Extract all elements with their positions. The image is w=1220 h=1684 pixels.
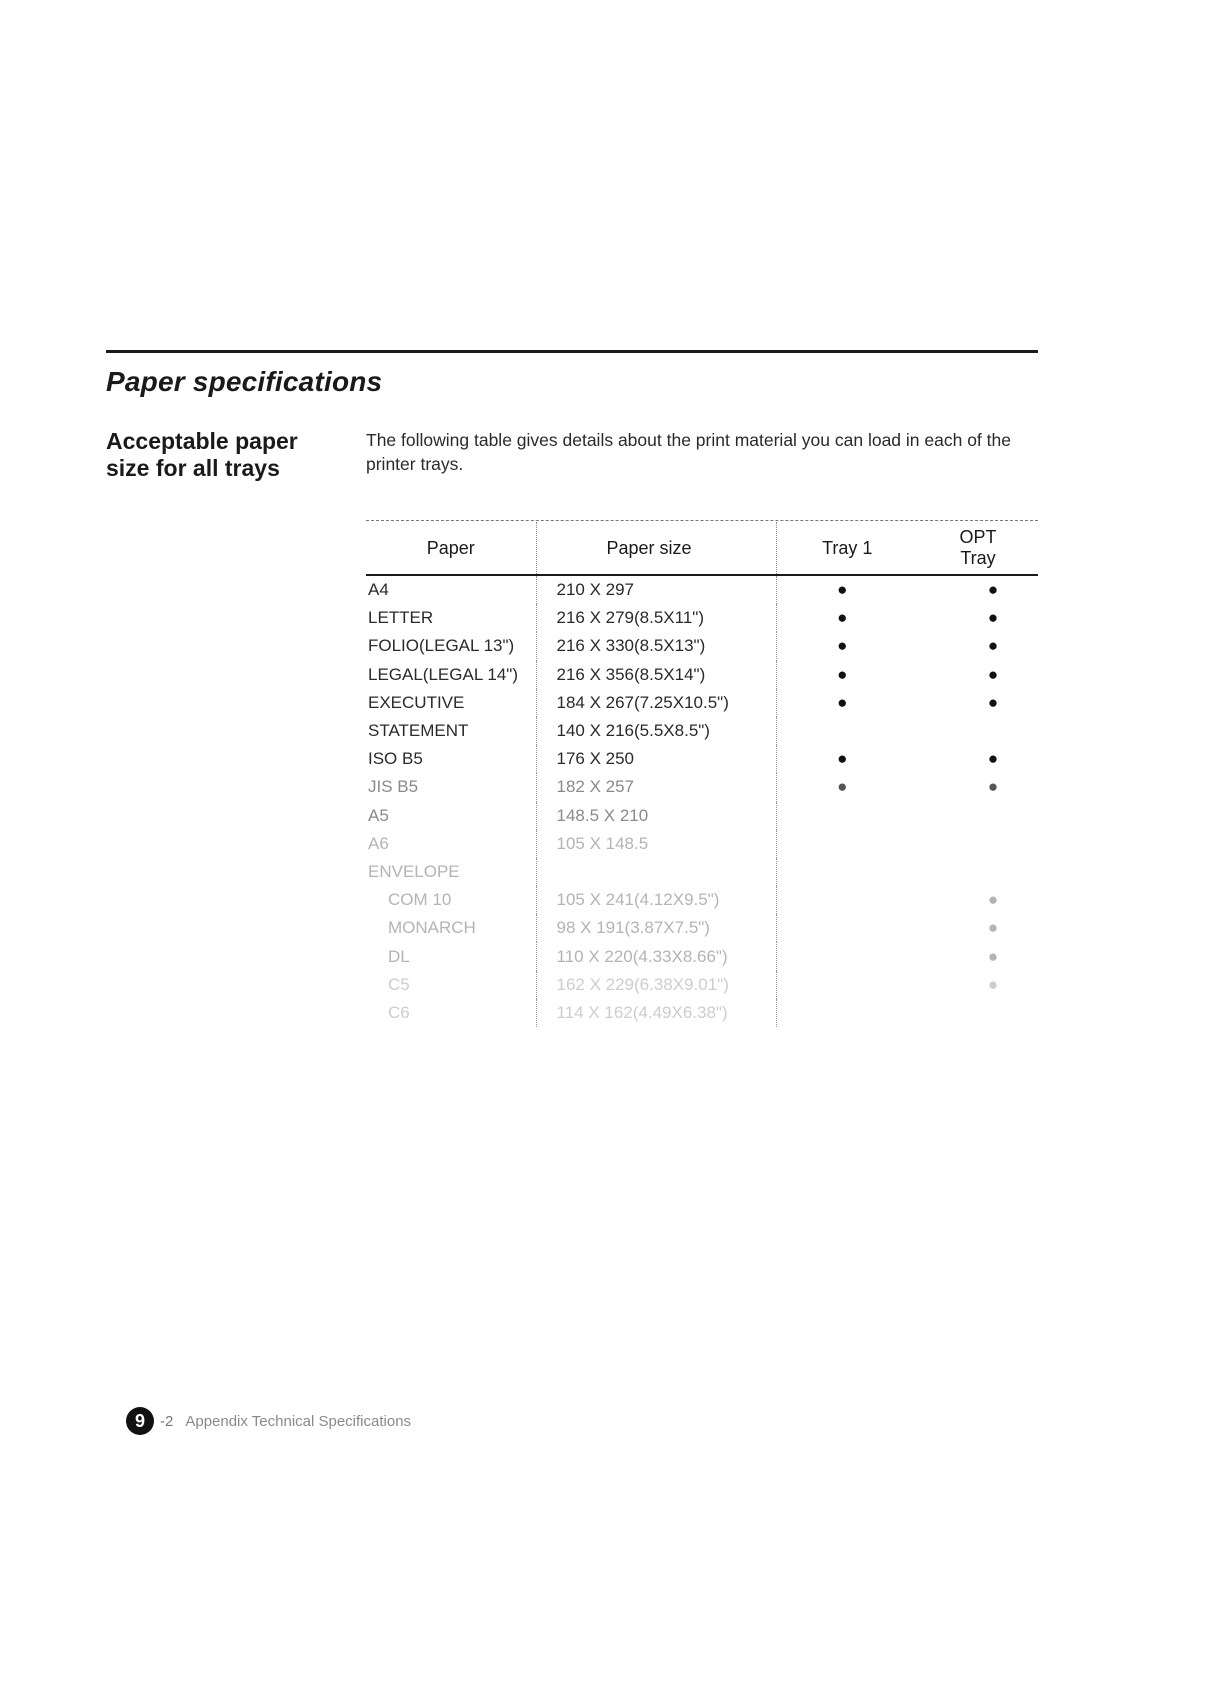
table-row xyxy=(366,971,1038,999)
opt-tray-cell xyxy=(918,802,1038,830)
table-top-rule xyxy=(366,520,1038,521)
page-footer xyxy=(126,1406,411,1436)
tray1-cell xyxy=(776,858,918,886)
tray1-cell: ● xyxy=(837,777,848,797)
table-row xyxy=(366,942,1038,970)
opt-tray-cell: ● xyxy=(987,608,999,628)
table-header-row xyxy=(366,522,1038,575)
tray1-cell xyxy=(776,830,918,858)
table-row xyxy=(366,802,1038,830)
table-row xyxy=(366,830,1038,858)
tray1-cell xyxy=(776,914,918,942)
header-paper: Paper xyxy=(366,522,536,575)
header-opt-tray xyxy=(918,522,1038,575)
tray1-cell: ● xyxy=(837,608,848,628)
tray1-cell xyxy=(776,999,918,1027)
paper-cell: MONARCH xyxy=(366,914,536,942)
opt-tray-cell: ● xyxy=(987,974,999,994)
paper-cell: C5 xyxy=(366,971,536,999)
header-opt-line2: Tray xyxy=(960,548,996,568)
paper-cell: C6 xyxy=(366,999,536,1027)
table-row xyxy=(366,575,1038,604)
paper-cell: A6 xyxy=(366,830,536,858)
paper-cell: STATEMENT xyxy=(366,717,536,745)
size-cell: 182 X 257 xyxy=(536,773,776,801)
paper-spec-table xyxy=(366,522,1038,1027)
table-row xyxy=(366,604,1038,632)
opt-tray-cell xyxy=(918,999,1038,1027)
size-cell xyxy=(536,858,776,886)
tray1-cell: ● xyxy=(837,692,848,712)
opt-tray-cell: ● xyxy=(987,749,999,769)
table-row xyxy=(366,886,1038,914)
size-cell: 148.5 X 210 xyxy=(536,802,776,830)
paper-cell: LETTER xyxy=(366,604,536,632)
chapter-badge: 9 xyxy=(126,1407,154,1435)
opt-tray-cell xyxy=(918,858,1038,886)
size-cell: 216 X 279(8.5X11") xyxy=(536,604,776,632)
size-cell: 184 X 267(7.25X10.5") xyxy=(536,689,776,717)
opt-tray-cell: ● xyxy=(987,918,999,938)
table-row xyxy=(366,773,1038,801)
paper-cell: A4 xyxy=(366,575,536,604)
tray1-cell xyxy=(776,886,918,914)
opt-tray-cell: ● xyxy=(987,946,999,966)
size-cell: 114 X 162(4.49X6.38") xyxy=(536,999,776,1027)
paper-cell: JIS B5 xyxy=(366,773,536,801)
size-cell: 162 X 229(6.38X9.01") xyxy=(536,971,776,999)
opt-tray-cell: ● xyxy=(987,580,999,600)
table-row xyxy=(366,858,1038,886)
page-number: -2 xyxy=(160,1412,174,1430)
paper-cell: EXECUTIVE xyxy=(366,689,536,717)
opt-tray-cell xyxy=(918,717,1038,745)
opt-tray-cell: ● xyxy=(987,664,999,684)
opt-tray-cell: ● xyxy=(987,777,999,797)
header-tray1: Tray 1 xyxy=(776,522,918,575)
size-cell: 98 X 191(3.87X7.5") xyxy=(536,914,776,942)
size-cell: 105 X 241(4.12X9.5") xyxy=(536,886,776,914)
opt-tray-cell: ● xyxy=(987,692,999,712)
table-row xyxy=(366,632,1038,660)
table-row xyxy=(366,999,1038,1027)
tray1-cell: ● xyxy=(837,749,848,769)
tray1-cell: ● xyxy=(837,664,848,684)
table-body xyxy=(366,575,1038,1027)
tray1-cell: ● xyxy=(837,580,848,600)
opt-tray-cell xyxy=(918,830,1038,858)
page-title: Paper specifications xyxy=(106,366,383,397)
table-row xyxy=(366,689,1038,717)
tray1-cell xyxy=(776,802,918,830)
paper-cell: LEGAL(LEGAL 14") xyxy=(366,661,536,689)
size-cell: 216 X 356(8.5X14") xyxy=(536,661,776,689)
size-cell: 210 X 297 xyxy=(536,575,776,604)
tray1-cell xyxy=(776,717,918,745)
table-row xyxy=(366,745,1038,773)
opt-tray-cell: ● xyxy=(987,636,999,656)
section-rule xyxy=(106,350,1038,353)
subheading: Acceptable paper size for all trays xyxy=(106,428,298,481)
header-paper-size: Paper size xyxy=(536,522,776,575)
opt-tray-cell: ● xyxy=(987,890,999,910)
header-opt-line1: OPT xyxy=(959,527,997,547)
paper-cell: A5 xyxy=(366,802,536,830)
tray1-cell xyxy=(776,971,918,999)
intro-paragraph: The following table gives details about the print material you can load in each of the printer trays. xyxy=(366,430,1011,474)
paper-cell: ISO B5 xyxy=(366,745,536,773)
table-row xyxy=(366,914,1038,942)
paper-cell: FOLIO(LEGAL 13") xyxy=(366,632,536,660)
paper-cell: ENVELOPE xyxy=(366,858,536,886)
size-cell: 176 X 250 xyxy=(536,745,776,773)
size-cell: 216 X 330(8.5X13") xyxy=(536,632,776,660)
table-row xyxy=(366,717,1038,745)
tray1-cell xyxy=(776,942,918,970)
size-cell: 140 X 216(5.5X8.5") xyxy=(536,717,776,745)
paper-cell: COM 10 xyxy=(366,886,536,914)
footer-text: Appendix Technical Specifications xyxy=(185,1412,412,1430)
tray1-cell: ● xyxy=(837,636,848,656)
size-cell: 110 X 220(4.33X8.66") xyxy=(536,942,776,970)
paper-cell: DL xyxy=(366,942,536,970)
size-cell: 105 X 148.5 xyxy=(536,830,776,858)
table-row xyxy=(366,661,1038,689)
